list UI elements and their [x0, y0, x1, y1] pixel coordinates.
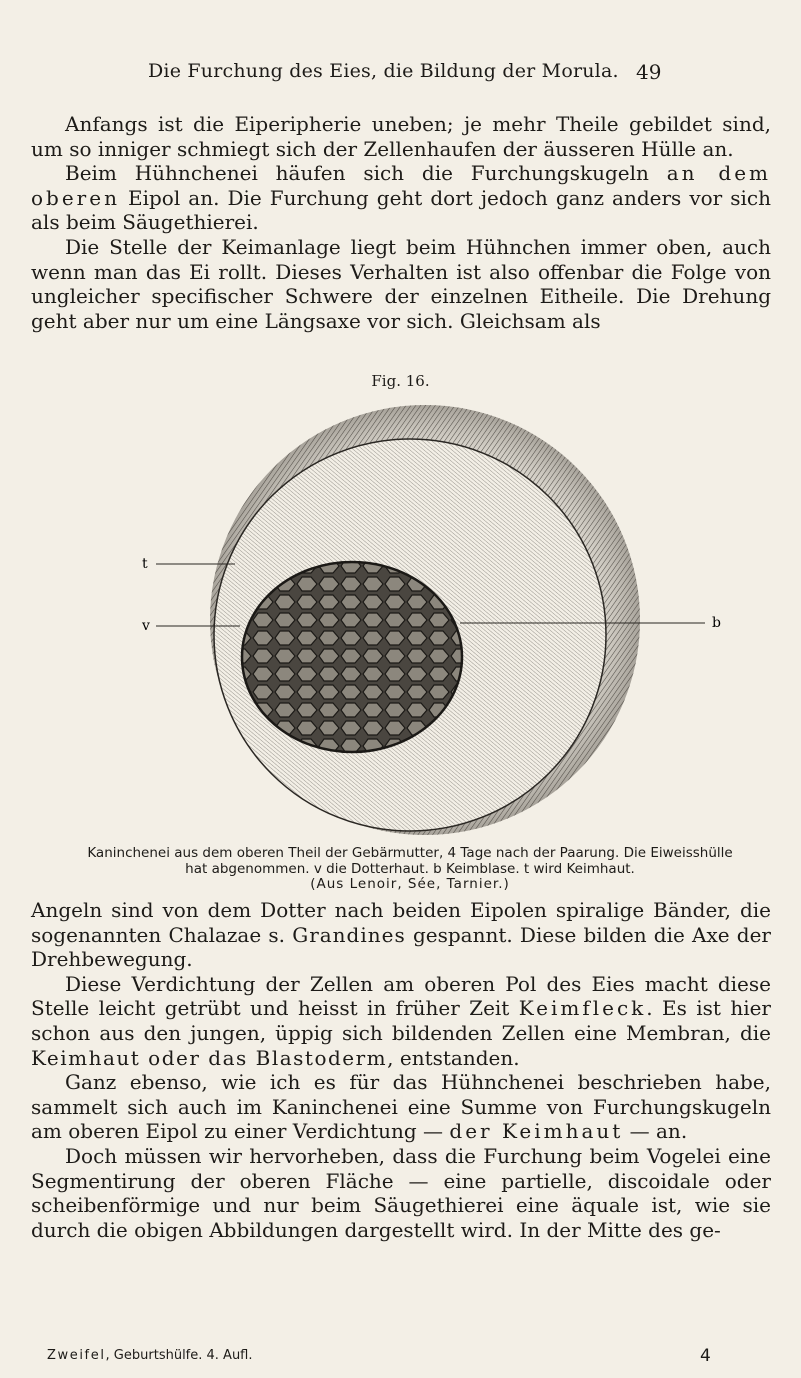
paragraph: Beim Hühnchenei häufen sich die Furchungskugeln an dem oberen Eipol an. Die Furchung geht dort jedoch ganz anders vor sich als beim Säugethierei.	[31, 161, 771, 235]
footer-credit: Zweifel, Geburtshülfe. 4. Aufl.	[47, 1348, 253, 1363]
caption-line: Kaninchenei aus dem oberen Theil der Gebärmutter, 4 Tage nach der Paarung. Die Eiweisshülle	[87, 845, 733, 861]
page-number: 49	[636, 60, 662, 84]
paragraph: Doch müssen wir hervorheben, dass die Furchung beim Vogelei eine Segmentirung der oberen Fläche — eine partielle, discoidale oder scheibenförmige und nur beim Säugethierei eine äquale ist, wie sie durch die obigen Abbildungen dargestellt wird. In der Mitte des ge-	[31, 1143, 771, 1242]
figure-egg-illustration	[120, 395, 730, 840]
label-t: t	[142, 556, 148, 572]
caption-line: hat abgenommen. v die Dotterhaut. b Keimblase. t wird Keimhaut.	[185, 860, 635, 877]
egg-drawing	[120, 395, 730, 840]
caption-source: (Aus Lenoir, Sée, Tarnier.)	[310, 876, 510, 892]
top-text	[31, 112, 771, 333]
page-header	[0, 60, 801, 90]
paragraph: Diese Verdichtung der Zellen am oberen Pol des Eies macht diese Stelle leicht getrübt und heisst in früher Zeit Keimfleck. Es ist hier schon aus den jungen, üppig sich bildenden Zellen eine Membran, die Keimhaut oder das Blastoderm, entstanden.	[31, 971, 771, 1070]
figure-label: Fig. 16.	[371, 372, 430, 390]
label-b: b	[712, 615, 721, 631]
paragraph: Angeln sind von dem Dotter nach beiden Eipolen spiralige Bänder, die sogenannten Chalazae s. Grandines gespannt. Diese bilden die Axe der Drehbewegung.	[31, 898, 771, 972]
paragraph: Die Stelle der Keimanlage liegt beim Hühnchen immer oben, auch wenn man das Ei rollt. Dieses Verhalten ist also offenbar die Folge von ungleicher specifischer Schwere der einzelnen Eitheile. Die Drehung geht aber nur um eine Längsaxe vor sich. Gleichsam als	[31, 234, 771, 333]
signature-mark: 4	[700, 1346, 711, 1366]
figure-caption	[45, 846, 775, 893]
running-title: Die Furchung des Eies, die Bildung der Morula.	[148, 60, 619, 82]
paragraph: Anfangs ist die Eiperipherie uneben; je mehr Theile gebildet sind, um so inniger schmiegt sich der Zellenhaufen der äusseren Hülle an.	[31, 112, 771, 161]
label-v: v	[142, 618, 150, 634]
bottom-text	[31, 898, 771, 1242]
paragraph: Ganz ebenso, wie ich es für das Hühnchenei beschrieben habe, sammelt sich auch im Kaninchenei eine Summe von Furchungskugeln am oberen Eipol zu einer Verdichtung — der Keimhaut — an.	[31, 1070, 771, 1144]
